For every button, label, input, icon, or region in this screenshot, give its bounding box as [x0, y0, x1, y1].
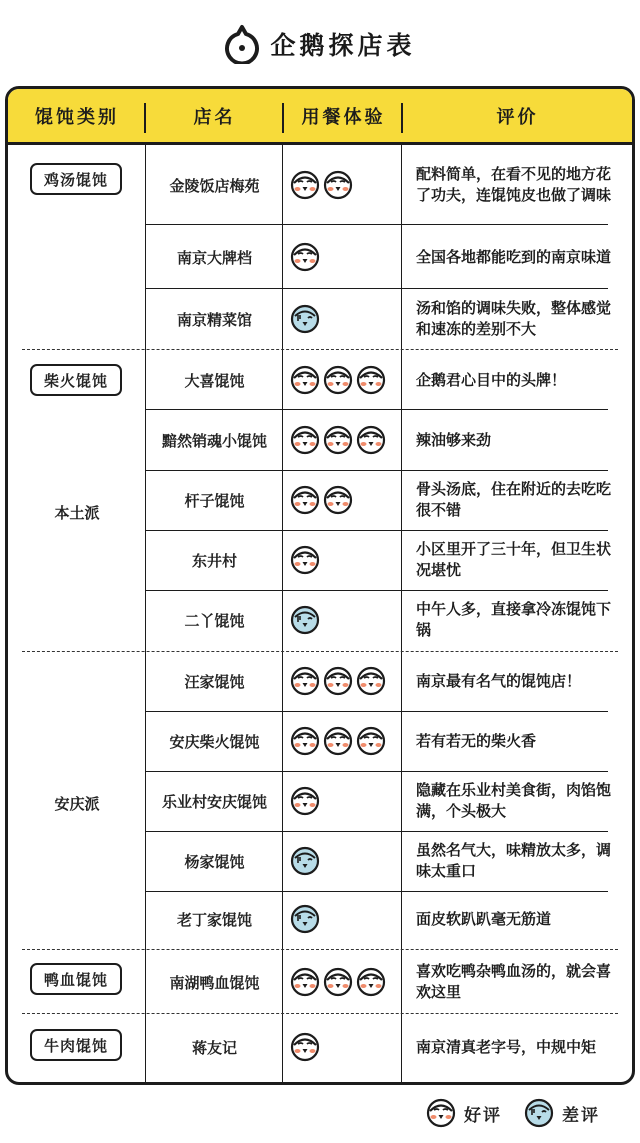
legend-bad-label: 差评: [562, 1105, 600, 1126]
good-face-icon: [290, 666, 320, 696]
good-face-icon: [290, 425, 320, 455]
rating-faces: [290, 485, 402, 515]
good-face-icon: [290, 786, 320, 816]
shop-name: 金陵饭店梅苑: [169, 177, 260, 195]
header-review: 评价: [496, 106, 539, 128]
penguin-logo-icon: [224, 24, 260, 64]
shop-name: 二丫馄饨: [184, 612, 245, 630]
good-face-icon: [323, 365, 353, 395]
good-face-icon: [323, 485, 353, 515]
category-charcoal-badge: 柴火馄饨: [30, 364, 122, 396]
review-text: 若有若无的柴火香: [416, 731, 537, 750]
shop-name: 蒋友记: [191, 1039, 237, 1057]
bad-face-icon: [290, 846, 320, 876]
good-face-icon: [290, 726, 320, 756]
header-experience: 用餐体验: [301, 106, 386, 128]
good-face-icon: [323, 726, 353, 756]
category-beef-badge: 牛肉馄饨: [30, 1029, 122, 1061]
good-face-icon: [356, 666, 386, 696]
shop-name: 汪家馄饨: [184, 673, 245, 691]
rating-faces: [290, 904, 402, 934]
shop-name: 黯然销魂小馄饨: [161, 432, 267, 450]
review-text: 南京最有名气的馄饨店！: [416, 671, 582, 690]
subcategory-local: 本土派: [54, 504, 100, 522]
rating-faces: [290, 786, 402, 816]
good-face-icon: [323, 967, 353, 997]
rating-faces: [290, 666, 402, 696]
page-title-bar: [0, 22, 640, 66]
good-face-icon: [323, 425, 353, 455]
review-text: 面皮软趴趴毫无筋道: [416, 909, 552, 928]
good-face-icon: [356, 365, 386, 395]
header-category: 馄饨类别: [35, 106, 119, 128]
good-face-icon: [290, 170, 320, 200]
header-shop: 店名: [193, 106, 236, 128]
rating-faces: [290, 365, 402, 395]
shop-name: 东井村: [191, 552, 237, 570]
good-face-icon: [356, 425, 386, 455]
shop-name: 杆子馄饨: [184, 492, 245, 510]
review-text: 汤和馅的调味失败，整体感觉和速冻的差别不大: [416, 299, 612, 338]
subcategory-anqing: 安庆派: [54, 795, 100, 813]
good-face-icon: [290, 1032, 320, 1062]
rating-faces: [290, 605, 402, 635]
rating-faces: [290, 846, 402, 876]
review-text: 喜欢吃鸭杂鸭血汤的，就会喜欢这里: [416, 962, 612, 1001]
good-face-icon: [290, 365, 320, 395]
review-text: 企鹅君心目中的头牌！: [416, 370, 567, 389]
table-header: [8, 89, 632, 145]
good-face-icon: [356, 967, 386, 997]
good-face-icon: [290, 485, 320, 515]
review-text: 辣油够来劲: [416, 430, 492, 449]
review-text: 配料简单，在看不见的地方花了功夫，连馄饨皮也做了调味: [416, 165, 612, 204]
bad-face-icon: [524, 1098, 554, 1128]
shop-name: 安庆柴火馄饨: [169, 733, 260, 751]
review-text: 南京清真老字号，中规中矩: [416, 1037, 597, 1056]
legend-good-label: 好评: [464, 1105, 502, 1126]
review-text: 骨头汤底，住在附近的去吃吃很不错: [416, 480, 612, 519]
rating-faces: [290, 545, 402, 575]
rating-faces: [290, 170, 402, 200]
rating-faces: [290, 967, 402, 997]
page-title: 企鹅探店表: [270, 31, 416, 60]
review-text: 中午人多，直接拿冷冻馄饨下锅: [416, 600, 612, 639]
rating-faces: [290, 726, 402, 756]
shop-name: 南湖鸭血馄饨: [169, 974, 260, 992]
good-face-icon: [290, 967, 320, 997]
shop-name: 南京大牌档: [176, 249, 252, 267]
rating-faces: [290, 1032, 402, 1062]
bad-face-icon: [290, 304, 320, 334]
category-duck-badge: 鸭血馄饨: [30, 963, 122, 995]
shop-name: 大喜馄饨: [184, 372, 245, 390]
bad-face-icon: [290, 904, 320, 934]
rating-faces: [290, 242, 402, 272]
category-chicken-badge: 鸡汤馄饨: [30, 163, 122, 195]
good-face-icon: [356, 726, 386, 756]
shop-name: 乐业村安庆馄饨: [161, 793, 267, 811]
shop-name: 杨家馄饨: [184, 853, 245, 871]
bad-face-icon: [290, 605, 320, 635]
rating-faces: [290, 304, 402, 334]
legend: [426, 1093, 614, 1133]
good-face-icon: [290, 242, 320, 272]
review-text: 虽然名气大，味精放太多，调味太重口: [416, 841, 612, 880]
rating-faces: [290, 425, 402, 455]
good-face-icon: [323, 170, 353, 200]
review-text: 小区里开了三十年，但卫生状况堪忧: [416, 540, 612, 579]
review-text: 全国各地都能吃到的南京味道: [416, 247, 612, 266]
shop-name: 老丁家馄饨: [176, 911, 252, 929]
good-face-icon: [323, 666, 353, 696]
restaurant-table: [5, 86, 635, 1085]
shop-name: 南京精菜馆: [176, 311, 252, 329]
review-text: 隐藏在乐业村美食街，肉馅饱满，个头极大: [416, 781, 612, 820]
good-face-icon: [426, 1098, 456, 1128]
good-face-icon: [290, 545, 320, 575]
